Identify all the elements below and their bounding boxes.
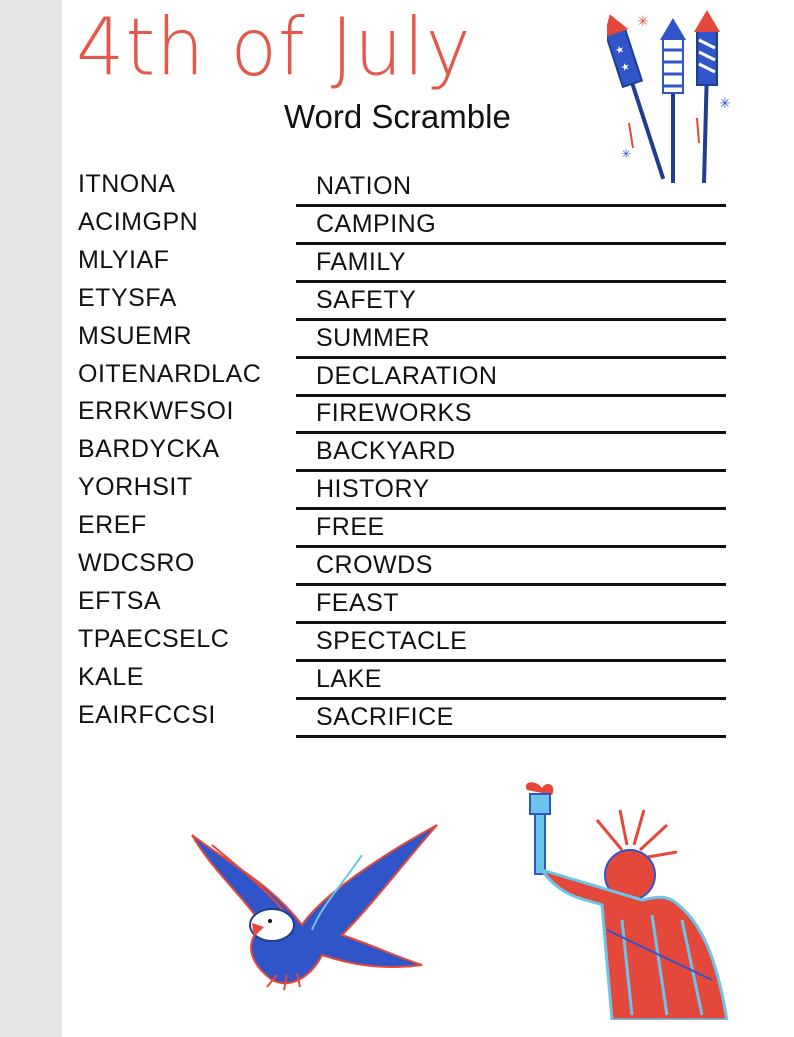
answer-line	[296, 583, 726, 586]
statue-of-liberty-illustration-icon	[502, 780, 732, 1020]
svg-text:✳: ✳	[637, 13, 649, 29]
scrambled-word: EREF	[78, 511, 147, 540]
scrambled-word: TPAECSELC	[78, 624, 230, 653]
answer-word: SUMMER	[316, 323, 431, 352]
scrambled-word: OITENARDLAC	[78, 359, 262, 388]
scrambled-word: ETYSFA	[78, 283, 177, 312]
eagle-illustration-icon	[172, 815, 442, 995]
answer-word: BACKYARD	[316, 437, 456, 466]
scrambled-word: EAIRFCCSI	[78, 700, 216, 729]
scrambled-word: ACIMGPN	[78, 207, 199, 236]
answer-word: SAFETY	[316, 285, 417, 314]
answer-word: SPECTACLE	[316, 626, 468, 655]
answer-line	[296, 204, 726, 207]
answer-line	[296, 469, 726, 472]
scrambled-word: ERRKWFSOI	[78, 397, 234, 426]
svg-text:★: ★	[613, 43, 626, 58]
answer-line	[296, 621, 726, 624]
answer-line	[296, 318, 726, 321]
answer-line	[296, 507, 726, 510]
page-subtitle: Word Scramble	[284, 98, 511, 135]
answer-word: DECLARATION	[316, 361, 498, 390]
scrambled-word: MLYIAF	[78, 245, 170, 274]
answer-word: CAMPING	[316, 209, 437, 238]
svg-text:★: ★	[619, 60, 632, 75]
answer-line	[296, 545, 726, 548]
scrambled-word: BARDYCKA	[78, 435, 220, 464]
scrambled-word: YORHSIT	[78, 473, 193, 502]
firework-rockets-icon	[607, 8, 737, 188]
answer-word: LAKE	[316, 664, 382, 693]
page-margin-strip	[0, 0, 62, 1037]
answer-line	[296, 356, 726, 359]
answer-line	[296, 697, 726, 700]
answer-line	[296, 431, 726, 434]
answer-word: FEAST	[316, 588, 400, 617]
answer-line	[296, 242, 726, 245]
answer-word: NATION	[316, 172, 412, 200]
scrambled-word: MSUEMR	[78, 321, 193, 350]
answer-line	[296, 735, 726, 738]
scrambled-word: ITNONA	[78, 170, 176, 198]
answer-word: HISTORY	[316, 475, 430, 504]
answer-word: FREE	[316, 513, 385, 542]
svg-text:✳: ✳	[621, 147, 632, 161]
answer-line	[296, 394, 726, 397]
scrambled-word: WDCSRO	[78, 549, 195, 577]
answer-word: SACRIFICE	[316, 702, 454, 731]
worksheet-page	[62, 0, 794, 1037]
answer-word: FAMILY	[316, 247, 407, 276]
scrambled-word: EFTSA	[78, 586, 162, 615]
svg-text:✳: ✳	[719, 95, 731, 111]
answer-word: CROWDS	[316, 551, 433, 579]
answer-line	[296, 659, 726, 662]
answer-word: FIREWORKS	[316, 399, 472, 428]
scrambled-word: KALE	[78, 662, 144, 691]
answer-line	[296, 280, 726, 283]
page-title: 4th of July	[76, 0, 472, 94]
